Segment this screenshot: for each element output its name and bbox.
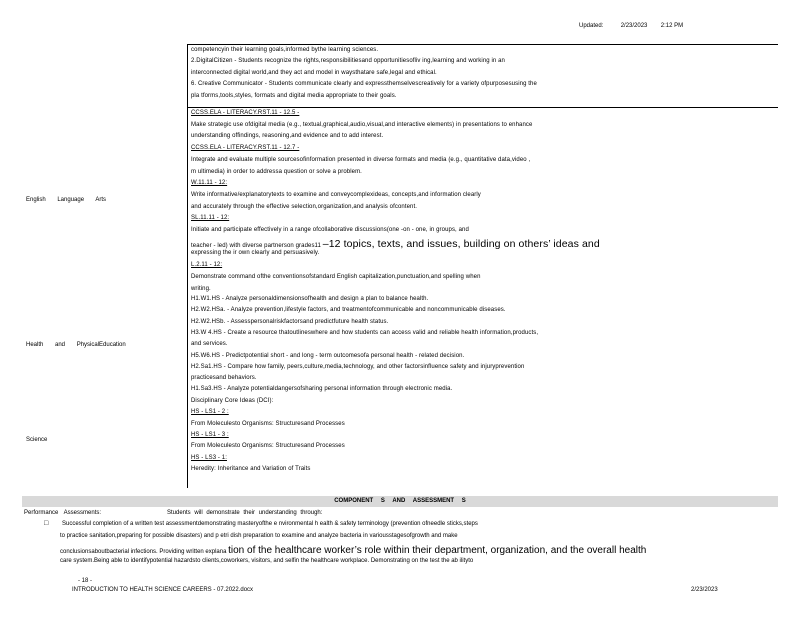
iste-standard-line: competencyin their learning goals,informed bythe learning sciences. [191, 47, 379, 53]
table-top-border [188, 44, 778, 45]
science-standard-line-text: From Moleculesto Organisms: Structuresand Processes [191, 420, 345, 427]
ela-standard-line-text: expressing the ir own clearly and persuasively. [191, 250, 320, 257]
bullet-icon: □ [44, 520, 49, 527]
science-standard-line [191, 432, 229, 441]
science-standard-line-text: Disciplinary Core Ideas (DCI): [191, 398, 274, 404]
iste-standard-line: interconnected digital world,and they act and model in waysthatare safe,legal and ethical. [191, 69, 437, 76]
performance-line-text: conclusionsaboutbacterial infections. Providing written explana [60, 548, 227, 555]
health-standard-line: H2.W2.HSb. - Assesspersonalriskfactorsand predictfuture health status. [191, 318, 389, 325]
ela-standard-line [191, 192, 481, 201]
health-standard-line: H1.W1.HS - Analyze personaldimensionsofhealth and design a plan to balance health. [191, 296, 429, 302]
ela-standard-line [191, 227, 469, 236]
science-standard-line [191, 409, 229, 418]
ela-standard-line [191, 204, 417, 213]
ela-standard-line-text: understanding offindings, reasoning,and evidence and to add interest. [191, 133, 384, 140]
ela-standard-line-text: teacher - led) with diverse partnerson grades11 [191, 242, 321, 249]
footer-page-number: - 18 - [78, 578, 93, 584]
subject-ela: English Language Arts [26, 197, 107, 203]
health-standard-line: and services. [191, 341, 228, 348]
iste-standard-line: 6. Creative Communicator - Students communicate clearly and expressthemselvescreatively for a variety ofpurposesusing the [191, 81, 537, 88]
health-standard-line: H1.Sa3.HS - Analyze potentialdangersofsharing personal information through electronic media. [191, 386, 453, 393]
science-standard-line-text: Heredity: Inheritance and Variation of Traits [191, 465, 311, 472]
updated-header [579, 23, 683, 29]
subject-science: Science [26, 437, 48, 443]
iste-standard-line: pla tforms,tools,styles, formats and digital media appropriate to their goals. [191, 92, 397, 99]
ela-standard-line [191, 180, 227, 189]
footer-date: 2/23/2023 [691, 587, 718, 593]
updated-date: 2/23/2023 [620, 23, 648, 29]
performance-line [60, 558, 473, 564]
ela-standard-line-text: CCSS.ELA - LITERACY.RST.11 - 12.7 - [191, 145, 300, 152]
ela-standard-line-text: CCSS.ELA - LITERACY.RST.11 - 12.5 - [191, 110, 300, 116]
health-standard-line: H5.W6.HS - Predictpotential short - and long - term outcomesofa personal health - related decision. [191, 352, 465, 359]
health-standard-line: H3.W 4.HS - Create a resource thatoutlineswhere and how students can access valid and reliable health information,products, [191, 329, 539, 336]
performance-line [62, 521, 478, 527]
science-standard-line [191, 466, 310, 475]
ela-standard-line [191, 110, 299, 119]
components-title: COMPONENT S AND ASSESSMENT S [334, 498, 466, 504]
ela-standard-line [191, 286, 211, 295]
ela-standard-line [191, 122, 532, 131]
ela-standard-line [191, 145, 299, 154]
science-standard-line-text: HS - LS1 - 3 : [191, 431, 229, 438]
science-standard-line-text: HS - LS1 - 2 : [191, 409, 229, 416]
ela-standard-line-text: Initiate and participate effectively in a range ofcollaborative discussions(one -on - one, in groups, and [191, 227, 469, 233]
science-standard-line [191, 455, 227, 464]
components-band [22, 496, 778, 507]
ela-standard-line [191, 215, 229, 224]
health-standard-line: practicesand behaviors. [191, 375, 257, 382]
ela-standard-line [191, 157, 530, 166]
ela-standard-line [191, 169, 362, 178]
table-row-divider [188, 107, 778, 108]
science-standard-line-text: HS - LS3 - 1: [191, 454, 227, 461]
performance-line-text: to practice sanitation,preparing for possible disasters) and p etri dish preparation to examine and analyze bacteria in variousstagesofgrowth and make [60, 533, 458, 540]
updated-time: 2:12 PM [660, 23, 684, 29]
iste-standard-line: 2.DigitalCitizen - Students recognize the rights,responsibilitiesand opportunitiesofliv ing,learning and working in an [191, 58, 505, 65]
performance-line-text: Successful completion of a written test assessmentdemonstrating masteryofthe e nvironmental h ealth & safety terminology (prevention ofneedle sticks,steps [62, 521, 478, 527]
ela-standard-line-text-large: –12 topics, texts, and issues, building on others’ ideas and [322, 237, 600, 250]
table-left-border [187, 44, 188, 488]
science-standard-line [191, 443, 345, 452]
ela-standard-line-text: Integrate and evaluate multiple sourcesofinformation presented in diverse formats and media (e.g., quantitative data,video , [191, 156, 531, 163]
ela-standard-line [191, 274, 481, 283]
performance-intro: Students will demonstrate their understanding through: [167, 510, 323, 516]
ela-standard-line-text: and accurately through the effective selection,organization,and analysis ofcontent. [191, 203, 417, 210]
science-standard-line-text: From Moleculesto Organisms: Structuresand Processes [191, 443, 345, 450]
science-standard-line [191, 421, 345, 430]
footer-doc-name: INTRODUCTION TO HEALTH SCIENCE CAREERS - 07.2022.docx [72, 587, 254, 593]
performance-line-text-large: tion of the healthcare worker’s role within their department, organization, and the overall health [228, 544, 647, 556]
ela-standard-line-text: Write informative/explanatorytexts to examine and conveycomplexideas, concepts,and information clearly [191, 191, 481, 198]
ela-standard-line-text: Demonstrate command ofthe conventionsofstandard English capitalization,punctuation,and spelling when [191, 273, 481, 280]
performance-line-text: care system.Being able to identifypotential hazardsto clients,coworkers, visitors, and selfin the healthcare workplace. Demonstrating on the test the ab ilityto [60, 557, 474, 564]
ela-standard-line [191, 250, 319, 259]
health-standard-line: H2.W2.HSa. - Analyze prevention,lifestyle factors, and treatmentofcommunicable and noncommunicable diseases. [191, 307, 506, 314]
ela-standard-line [191, 239, 600, 248]
science-standard-line [191, 398, 273, 407]
ela-standard-line [191, 133, 383, 142]
updated-label: Updated: [579, 23, 604, 29]
ela-standard-line [191, 262, 222, 271]
performance-label: Performance Assessments: [24, 510, 102, 516]
performance-line [60, 533, 458, 539]
ela-standard-line-text: writing. [191, 285, 211, 292]
ela-standard-line-text: W.11.11 - 12: [191, 180, 228, 187]
ela-standard-line-text: L.2.11 - 12: [191, 262, 223, 269]
ela-standard-line-text: m ultimedia) in order to addressa question or solve a problem. [191, 168, 362, 175]
performance-line [60, 546, 646, 556]
subject-health: Health and PhysicalEducation [26, 342, 126, 348]
health-standard-line: H2.Sa1.HS - Compare how family, peers,culture,media,technology, and other factorsinfluence safety and injuryprevention [191, 363, 525, 370]
ela-standard-line-text: SL.11.11 - 12: [191, 215, 230, 222]
ela-standard-line-text: Make strategic use ofdigital media (e.g., textual,graphical,audio,visual,and interactive elements) in presentations to enhance [191, 121, 533, 128]
